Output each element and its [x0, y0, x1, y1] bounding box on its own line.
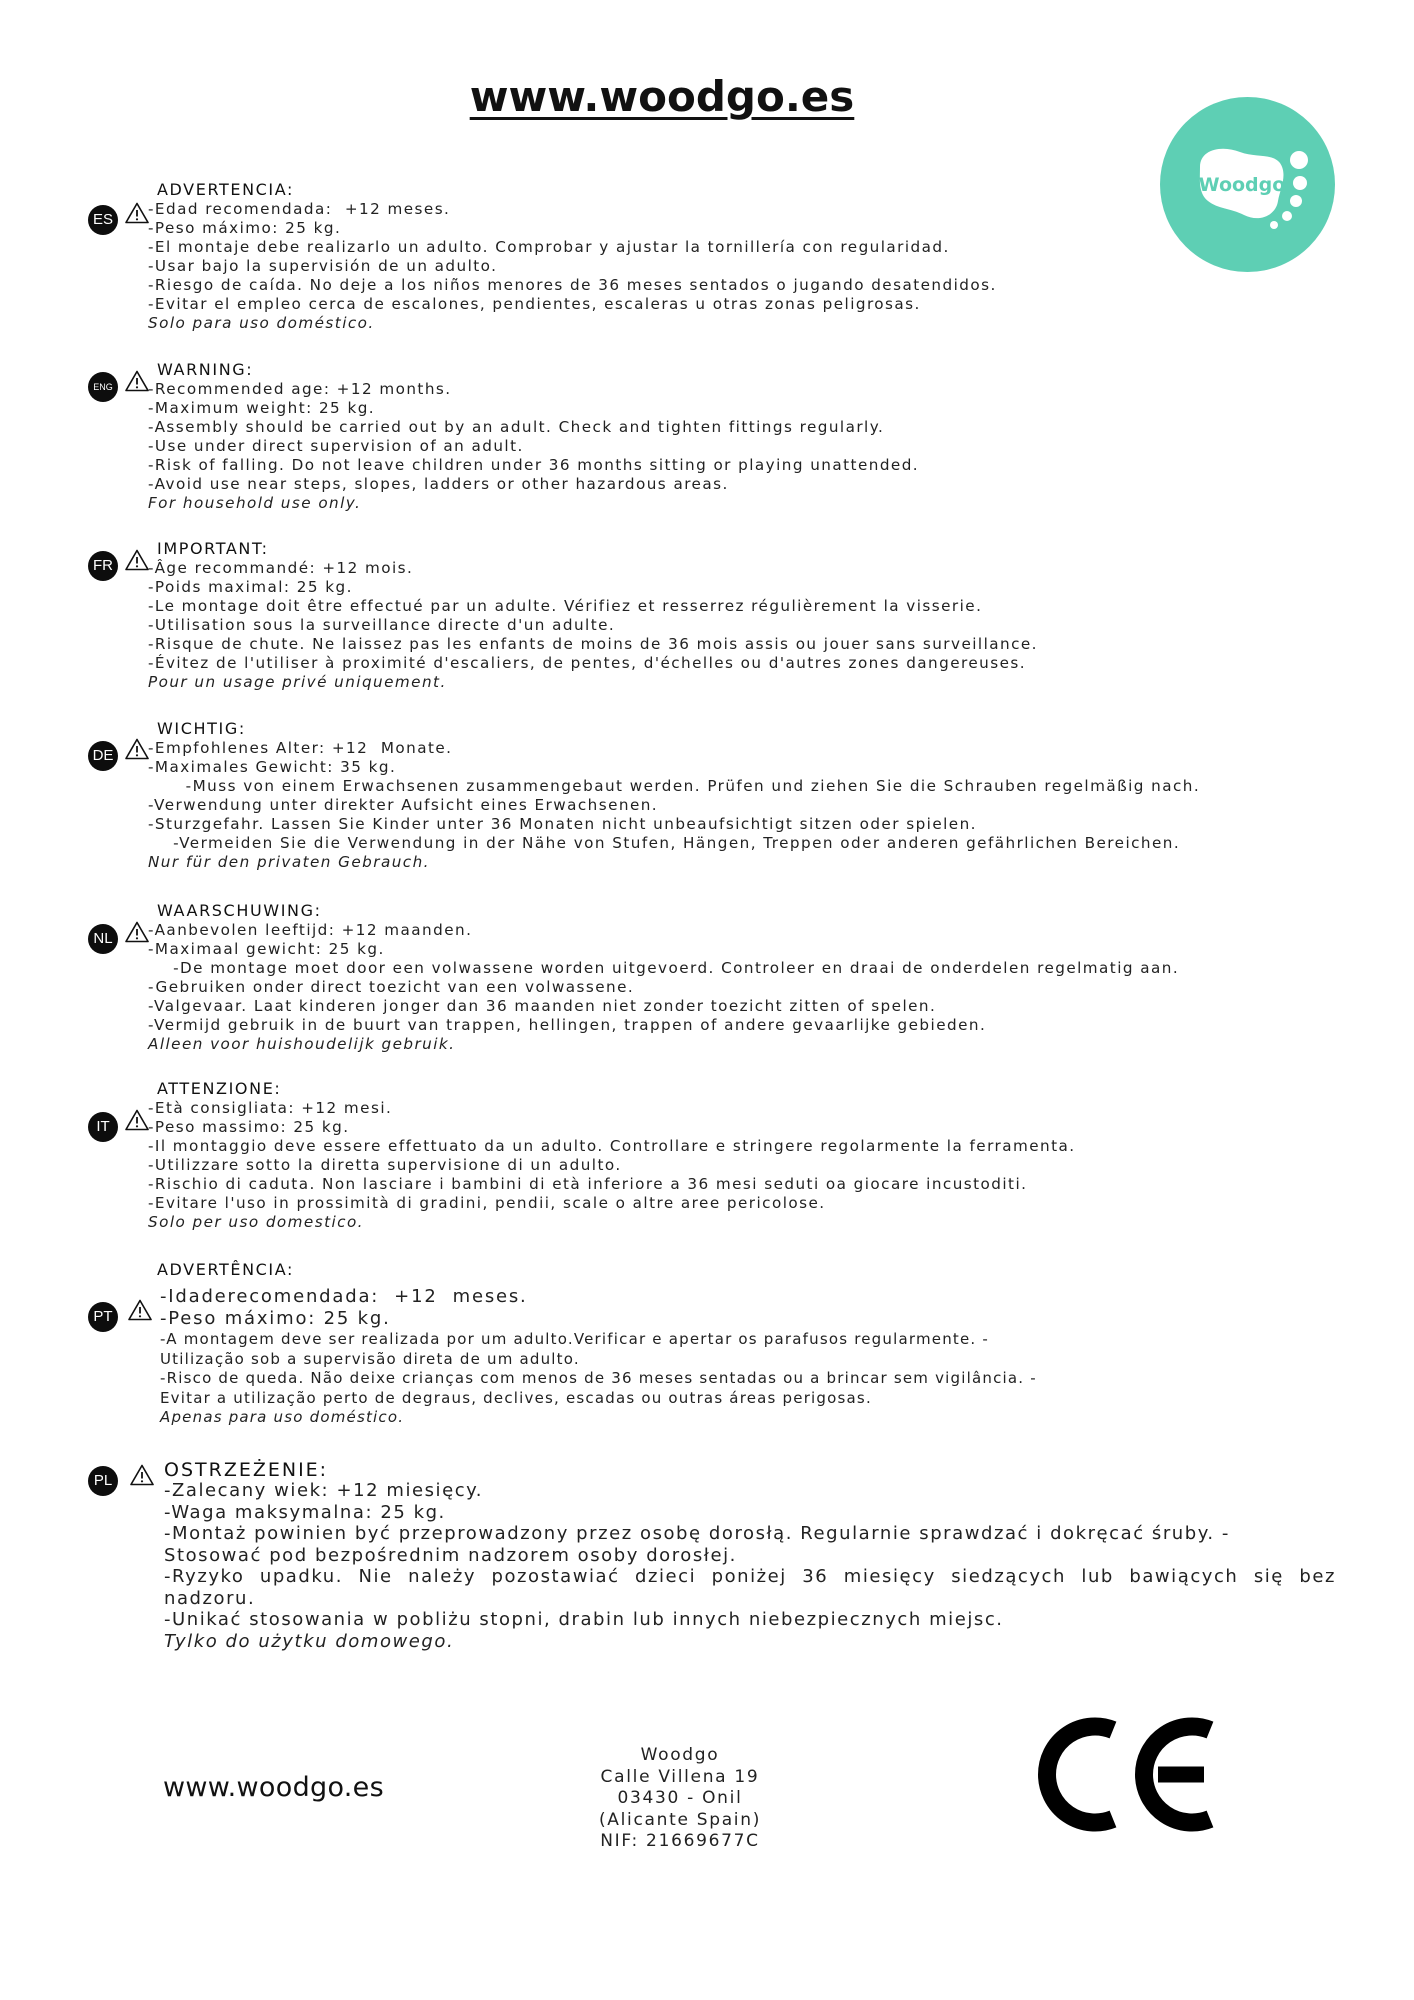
- warning-icon: [128, 1299, 152, 1321]
- company-address: [580, 1745, 780, 1853]
- text-line: -Maximaal gewicht: 25 kg.: [148, 940, 385, 958]
- text-line: -Utilizzare sotto la diretta supervisione di un adulto.: [148, 1156, 622, 1174]
- text-line: -A montagem deve ser realizada por um adulto.Verificar e apertar os parafusos regularmente. -: [160, 1330, 989, 1348]
- warning-icon: [125, 549, 149, 571]
- text-line: -Evitare l'uso in prossimità di gradini, pendii, scale o altre aree pericolose.: [148, 1194, 826, 1212]
- text-line: -Edad recomendada: +12 meses.: [148, 200, 451, 218]
- household-note: Nur für den privaten Gebrauch.: [148, 853, 430, 871]
- ce-mark-icon: [1030, 1708, 1215, 1841]
- text-line: -Waga maksymalna: 25 kg.: [164, 1501, 446, 1523]
- text-line: -Il montaggio deve essere effettuato da un adulto. Controllare e stringere regolarmente la ferramenta.: [148, 1137, 1076, 1155]
- text-line: -Riesgo de caída. No deje a los niños menores de 36 meses sentados o jugando desatendidos.: [148, 276, 997, 294]
- address-line: (Alicante Spain): [598, 1809, 762, 1830]
- text-line: -Ryzyko upadku. Nie należy pozostawiać dzieci poniżej 36 miesięcy siedzących lub bawiących się bez: [164, 1566, 1336, 1587]
- section-heading: ATTENZIONE:: [157, 1079, 282, 1098]
- warning-icon: [125, 738, 149, 760]
- text-line: -De montage moet door een volwassene worden uitgevoerd. Controleer en draai de onderdelen regelmatig aan.: [148, 959, 1180, 977]
- text-line: Utilização sob a supervisão direta de um adulto.: [160, 1349, 580, 1368]
- section-heading: WAARSCHUWING:: [157, 901, 322, 920]
- woodgo-logo: [1160, 97, 1335, 272]
- lang-badge-it: IT: [88, 1112, 118, 1142]
- text-line: -Rischio di caduta. Non lasciare i bambini di età inferiore a 36 mesi seduti oa giocare incustoditi.: [148, 1175, 1028, 1193]
- section-heading: WICHTIG:: [157, 719, 246, 738]
- lang-badge-fr: FR: [88, 551, 118, 581]
- address-line: 03430 - Onil: [617, 1788, 743, 1808]
- warning-icon: [125, 1109, 149, 1131]
- warning-icon: [125, 921, 149, 943]
- household-note: For household use only.: [148, 494, 362, 512]
- text-line: -Âge recommandé: +12 mois.: [148, 559, 414, 577]
- text-line: -Risco de queda. Não deixe crianças com menos de 36 meses sentadas ou a brincar sem vigilância. -: [160, 1369, 1037, 1387]
- text-line: -Gebruiken onder direct toezicht van een volwassene.: [148, 978, 635, 996]
- text-line: -Maximum weight: 25 kg.: [148, 399, 376, 417]
- warning-icon: [125, 202, 149, 224]
- text-line: nadzoru.: [164, 1587, 256, 1609]
- logo-text: Woodgo: [1198, 174, 1286, 196]
- lang-badge-es: ES: [88, 205, 118, 235]
- text-line: -Peso máximo: 25 kg.: [148, 219, 342, 237]
- text-line: -Evitar el empleo cerca de escalones, pendientes, escaleras u otras zonas peligrosas.: [148, 295, 921, 313]
- text-line: -Montaż powinien być przeprowadzony przez osobę dorosłą. Regularnie sprawdzać i dokręcać śruby. -: [164, 1523, 1230, 1544]
- warning-icon: [130, 1464, 154, 1486]
- text-line: Stosować pod bezpośrednim nadzorem osoby dorosłej.: [164, 1544, 737, 1566]
- text-line: -Évitez de l'utiliser à proximité d'escaliers, de pentes, d'échelles ou d'autres zones dangereuses.: [148, 654, 1027, 672]
- site-url-title[interactable]: www.woodgo.es: [469, 72, 855, 121]
- text-line: -Risk of falling. Do not leave children under 36 months sitting or playing unattended.: [148, 456, 920, 474]
- section-heading: ADVERTENCIA:: [157, 180, 294, 199]
- text-line: -Maximales Gewicht: 35 kg.: [148, 758, 397, 776]
- address-line: Woodgo: [640, 1745, 720, 1765]
- lang-badge-de: DE: [88, 741, 118, 771]
- lang-badge-pl: PL: [88, 1466, 118, 1496]
- text-line: -Utilisation sous la surveillance directe d'un adulte.: [148, 616, 616, 634]
- text-line: -Peso máximo: 25 kg.: [160, 1308, 391, 1329]
- text-line: -El montaje debe realizarlo un adulto. Comprobar y ajustar la tornillería con regularidad.: [148, 238, 950, 256]
- text-line: -Le montage doit être effectué par un adulte. Vérifiez et resserrez régulièrement la visserie.: [148, 597, 983, 615]
- text-line: -Poids maximal: 25 kg.: [148, 578, 353, 596]
- household-note: Pour un usage privé uniquement.: [148, 673, 447, 691]
- text-line: -Età consigliata: +12 mesi.: [148, 1099, 393, 1117]
- text-line: -Use under direct supervision of an adult.: [148, 437, 524, 455]
- footer-website-link[interactable]: www.woodgo.es: [163, 1772, 384, 1803]
- text-line: -Usar bajo la supervisión de un adulto.: [148, 257, 498, 275]
- lang-badge-nl: NL: [88, 924, 118, 954]
- text-line: -Empfohlenes Alter: +12 Monate.: [148, 739, 453, 757]
- household-note: Solo para uso doméstico.: [148, 314, 375, 332]
- text-line: -Avoid use near steps, slopes, ladders or other hazardous areas.: [148, 475, 729, 493]
- lang-badge-eng: ENG: [88, 372, 118, 402]
- text-line: -Vermijd gebruik in de buurt van trappen, hellingen, trappen of andere gevaarlijke gebieden.: [148, 1016, 987, 1034]
- text-line: -Aanbevolen leeftijd: +12 maanden.: [148, 921, 473, 939]
- text-line: -Recommended age: +12 months.: [148, 380, 452, 398]
- text-line: -Unikać stosowania w pobliżu stopni, drabin lub innych niebezpiecznych miejsc.: [164, 1609, 1004, 1630]
- text-line: Evitar a utilização perto de degraus, declives, escadas ou outras áreas perigosas.: [160, 1388, 872, 1407]
- text-line: -Verwendung unter direkter Aufsicht eines Erwachsenen.: [148, 796, 659, 814]
- text-line: -Muss von einem Erwachsenen zusammengebaut werden. Prüfen und ziehen Sie die Schrauben regelmäßig nach.: [148, 777, 1201, 795]
- section-heading: WARNING:: [157, 360, 254, 379]
- lang-badge-pt: PT: [88, 1302, 118, 1332]
- text-line: -Zalecany wiek: +12 miesięcy.: [164, 1480, 484, 1501]
- address-line: NIF: 21669677C: [600, 1831, 760, 1851]
- text-line: -Assembly should be carried out by an adult. Check and tighten fittings regularly.: [148, 418, 885, 436]
- text-line: -Idaderecomendada: +12 meses.: [160, 1286, 528, 1307]
- address-line: Calle Villena 19: [600, 1766, 760, 1787]
- household-note: Solo per uso domestico.: [148, 1213, 364, 1231]
- text-line: -Valgevaar. Laat kinderen jonger dan 36 maanden niet zonder toezicht zitten of spelen.: [148, 997, 937, 1015]
- section-heading: OSTRZEŻENIE:: [164, 1459, 329, 1481]
- section-heading: IMPORTANT:: [157, 539, 269, 558]
- text-line: -Peso massimo: 25 kg.: [148, 1118, 350, 1136]
- section-heading: ADVERTÊNCIA:: [157, 1260, 294, 1279]
- text-line: -Risque de chute. Ne laissez pas les enfants de moins de 36 mois assis ou jouer sans surveillance.: [148, 635, 1038, 653]
- text-line: -Sturzgefahr. Lassen Sie Kinder unter 36 Monaten nicht unbeaufsichtigt sitzen oder spielen.: [148, 815, 977, 833]
- household-note: Apenas para uso doméstico.: [160, 1408, 405, 1426]
- household-note: Alleen voor huishoudelijk gebruik.: [148, 1035, 456, 1053]
- household-note: Tylko do użytku domowego.: [164, 1630, 455, 1652]
- text-line: -Vermeiden Sie die Verwendung in der Nähe von Stufen, Hängen, Treppen oder anderen gefährlichen Bereichen.: [148, 834, 1181, 852]
- warning-icon: [125, 370, 149, 392]
